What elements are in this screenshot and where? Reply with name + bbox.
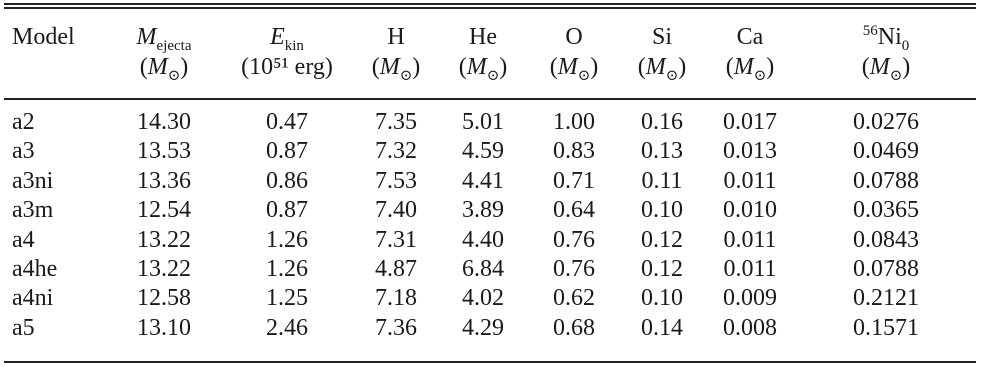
cell-ekin: 0.87 <box>266 197 308 224</box>
cell-he: 3.89 <box>462 197 504 224</box>
cell-si: 0.13 <box>641 138 683 165</box>
cell-model: a4 <box>12 226 35 253</box>
cell-mejecta: 13.53 <box>137 138 191 165</box>
header-ekin: $E_{kin}$ <box>270 24 304 54</box>
cell-ca: 0.013 <box>723 138 777 165</box>
table-row <box>4 167 976 196</box>
cell-he: 4.41 <box>462 167 504 194</box>
cell-ca: 0.011 <box>723 167 777 194</box>
cell-ca: 0.008 <box>723 314 777 341</box>
unit-model <box>4 52 108 96</box>
table-row <box>4 196 976 225</box>
header-ca: Ca <box>736 24 764 50</box>
cell-o: 0.64 <box>553 197 595 224</box>
header-model: Model <box>12 24 75 50</box>
cell-he: 4.02 <box>462 285 504 312</box>
cell-ca: 0.017 <box>723 109 777 135</box>
cell-model: a5 <box>12 314 35 341</box>
cell-o: 0.71 <box>553 167 595 194</box>
cell-h: 7.31 <box>375 226 417 253</box>
cell-ni56: 0.0365 <box>853 197 919 224</box>
cell-ekin: 1.26 <box>266 256 308 283</box>
cell-mejecta: 13.10 <box>137 314 191 341</box>
cell-si: 0.12 <box>641 226 683 253</box>
table-row <box>4 137 976 166</box>
unit-mejecta: $(M_⊙)$ <box>139 54 189 84</box>
cell-model: a3ni <box>12 167 54 194</box>
header-mejecta: $M_{ejecta}$ <box>136 24 192 54</box>
cell-mejecta: 14.30 <box>137 109 191 135</box>
table-top-rule <box>4 3 976 5</box>
cell-h: 7.40 <box>375 197 417 224</box>
cell-model: a4he <box>12 256 58 283</box>
cell-h: 7.32 <box>375 138 417 165</box>
cell-ekin: 1.26 <box>266 226 308 253</box>
model-parameters-table <box>4 10 976 343</box>
cell-ni56: 0.0788 <box>853 256 919 283</box>
cell-ni56: 0.0469 <box>853 138 919 165</box>
header-h: H <box>387 24 405 50</box>
cell-ni56: 0.1571 <box>853 314 919 341</box>
cell-h: 7.35 <box>375 109 417 135</box>
cell-o: 0.83 <box>553 138 595 165</box>
cell-model: a3 <box>12 138 35 165</box>
cell-model: a2 <box>12 109 35 135</box>
table-body <box>4 96 976 343</box>
unit-ca: $(M_⊙)$ <box>725 54 775 84</box>
cell-si: 0.11 <box>641 167 683 194</box>
table-row <box>4 255 976 284</box>
table-header <box>4 10 976 96</box>
cell-he: 4.29 <box>462 314 504 341</box>
cell-o: 0.62 <box>553 285 595 312</box>
header-ni56: $^{56}Ni_0$ <box>862 23 910 54</box>
unit-ekin: (10⁵¹ erg) <box>241 54 333 80</box>
cell-o: 1.00 <box>553 109 595 135</box>
header-si: Si <box>651 24 672 50</box>
cell-he: 4.59 <box>462 138 504 165</box>
unit-ni56: $(M_⊙)$ <box>861 54 911 84</box>
cell-o: 0.68 <box>553 314 595 341</box>
cell-h: 7.18 <box>375 285 417 312</box>
unit-si: $(M_⊙)$ <box>637 54 687 84</box>
cell-o: 0.76 <box>553 226 595 253</box>
cell-mejecta: 13.22 <box>137 226 191 253</box>
cell-he: 4.40 <box>462 226 504 253</box>
unit-he: $(M_⊙)$ <box>458 54 508 84</box>
cell-mejecta: 12.58 <box>137 285 191 312</box>
cell-mejecta: 13.36 <box>137 167 191 194</box>
cell-ca: 0.011 <box>723 256 777 283</box>
cell-si: 0.10 <box>641 197 683 224</box>
header-he: He <box>469 24 497 50</box>
cell-ni56: 0.2121 <box>853 285 919 312</box>
cell-he: 6.84 <box>462 256 504 283</box>
cell-ni56: 0.0788 <box>853 167 919 194</box>
cell-mejecta: 12.54 <box>137 197 191 224</box>
table-bottom-rule <box>4 361 976 363</box>
cell-ekin: 0.87 <box>266 138 308 165</box>
cell-si: 0.10 <box>641 285 683 312</box>
cell-ekin: 2.46 <box>266 314 308 341</box>
cell-ca: 0.011 <box>723 226 777 253</box>
unit-h: $(M_⊙)$ <box>371 54 421 84</box>
cell-ni56: 0.0276 <box>853 109 919 135</box>
unit-o: $(M_⊙)$ <box>549 54 599 84</box>
cell-ni56: 0.0843 <box>853 226 919 253</box>
cell-h: 7.36 <box>375 314 417 341</box>
table-top-rule-inner <box>4 7 976 9</box>
cell-h: 7.53 <box>375 167 417 194</box>
table-row <box>4 284 976 313</box>
header-o: O <box>565 24 583 50</box>
cell-o: 0.76 <box>553 256 595 283</box>
cell-he: 5.01 <box>462 109 504 135</box>
table-row <box>4 226 976 255</box>
cell-model: a3m <box>12 197 54 224</box>
cell-ekin: 1.25 <box>266 285 308 312</box>
table-row <box>4 96 976 137</box>
cell-ca: 0.010 <box>723 197 777 224</box>
cell-model: a4ni <box>12 285 54 312</box>
cell-ekin: 0.47 <box>266 109 308 135</box>
cell-si: 0.14 <box>641 314 683 341</box>
cell-ekin: 0.86 <box>266 167 308 194</box>
cell-si: 0.12 <box>641 256 683 283</box>
cell-h: 4.87 <box>375 256 417 283</box>
table-row <box>4 314 976 343</box>
cell-mejecta: 13.22 <box>137 256 191 283</box>
cell-si: 0.16 <box>641 109 683 135</box>
cell-ca: 0.009 <box>723 285 777 312</box>
